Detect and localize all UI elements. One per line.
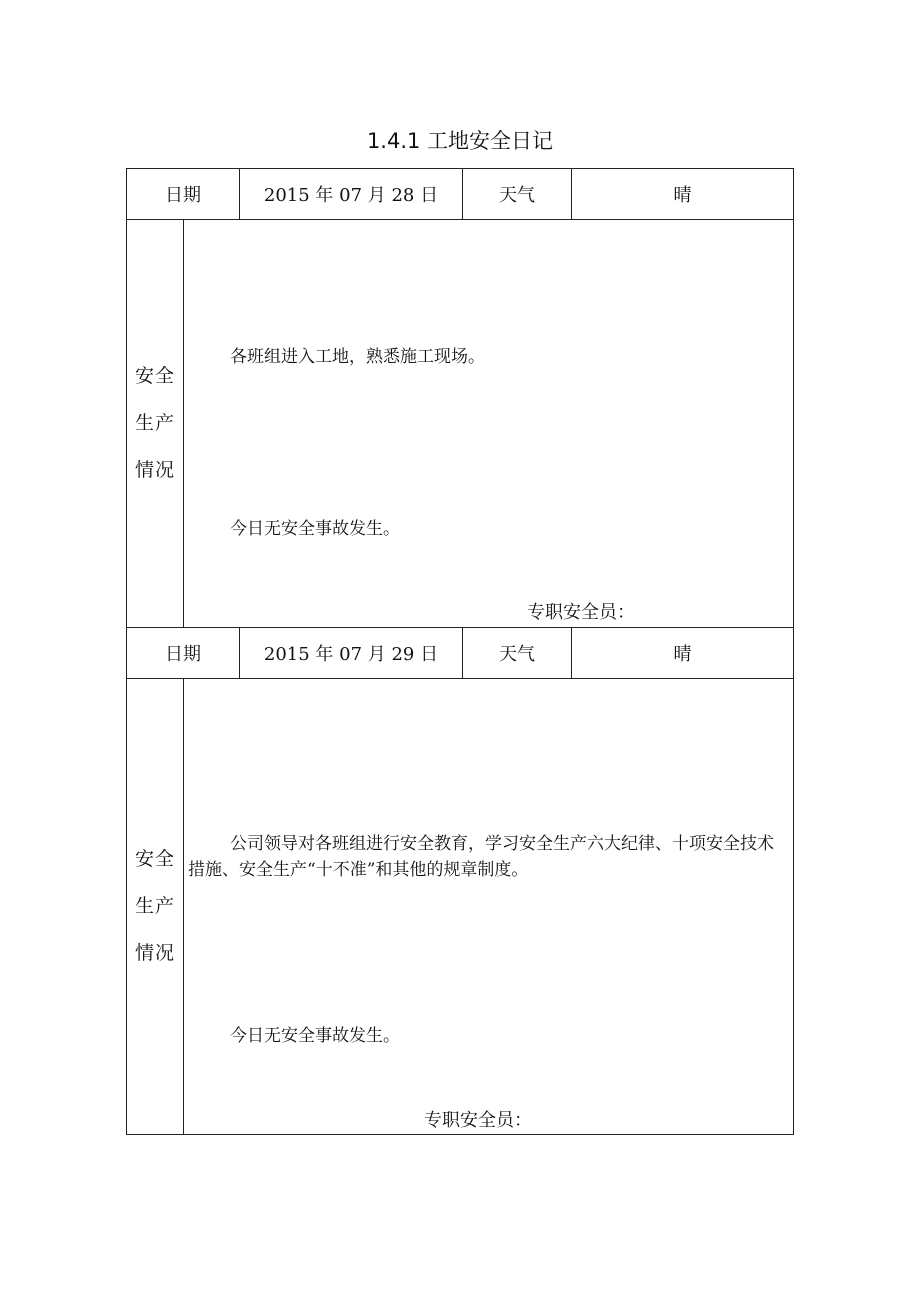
entry-header-row: [127, 628, 794, 679]
weather-label: 天气: [463, 628, 572, 679]
date-label: 日期: [127, 628, 240, 679]
weather-value: 晴: [572, 628, 794, 679]
date-label: 日期: [127, 169, 240, 220]
safety-officer-label: 专职安全员：: [424, 1110, 532, 1131]
date-value: 2015 年 07 月 28 日: [240, 169, 463, 220]
date-value: 2015 年 07 月 29 日: [240, 628, 463, 679]
safety-log-table: [126, 168, 794, 1135]
safety-production-label: 安全 生产 情况: [134, 365, 175, 481]
safety-production-label: 安全 生产 情况: [134, 848, 175, 964]
safety-production-label-cell: [127, 679, 184, 1135]
incident-note: 今日无安全事故发生。: [230, 519, 400, 539]
page-title: 1.4.1 工地安全日记: [366, 129, 554, 153]
safety-production-content: [184, 679, 794, 1135]
weather-value: 晴: [572, 169, 794, 220]
safety-production-content: [184, 220, 794, 628]
entry-body-row: [127, 679, 794, 1135]
daily-activity-text: 各班组进入工地，熟悉施工现场。: [230, 347, 485, 367]
safety-production-label-cell: [127, 220, 184, 628]
entry-header-row: [127, 169, 794, 220]
incident-note: 今日无安全事故发生。: [230, 1026, 400, 1046]
entry-body-row: [127, 220, 794, 628]
daily-activity-text: 公司领导对各班组进行安全教育，学习安全生产六大纪律、十项安全技术措施、安全生产“十不准”和其他的规章制度。: [188, 834, 774, 880]
weather-label: 天气: [463, 169, 572, 220]
safety-officer-label: 专职安全员：: [527, 602, 635, 623]
